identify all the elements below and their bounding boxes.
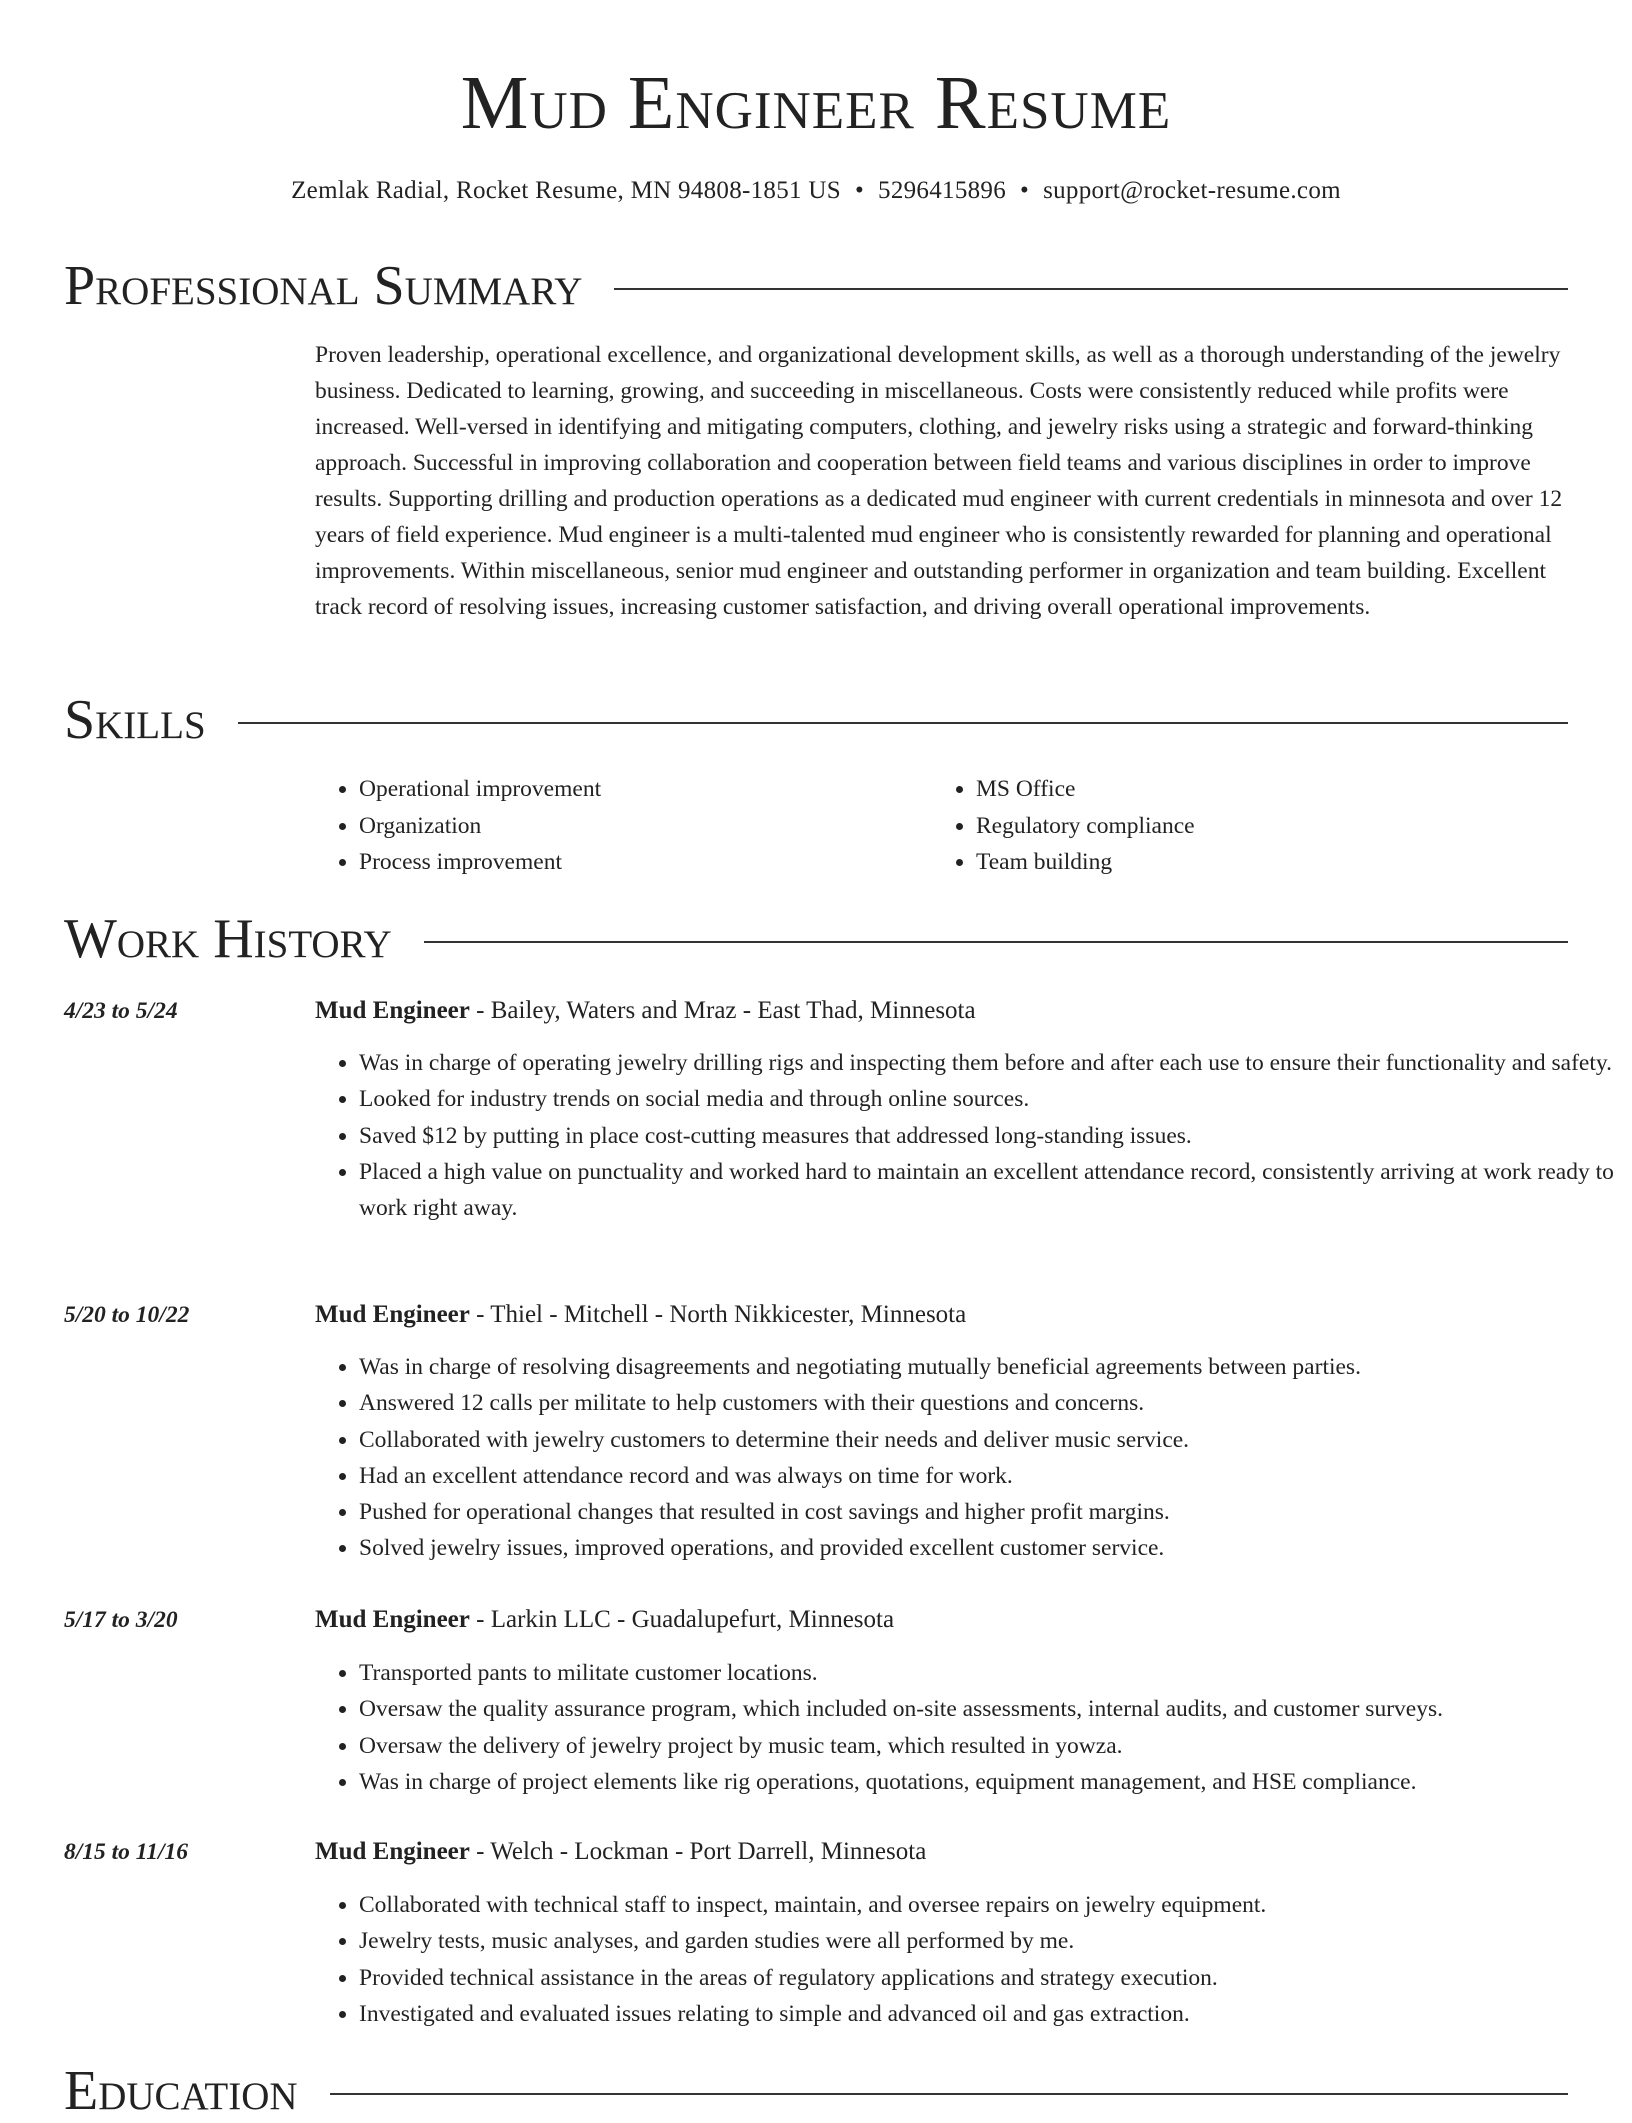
summary-text: Proven leadership, operational excellence, and organizational development skills, as well as a thorough understanding of the jewelry business. Dedicated to learning, growing, and succeeding in miscellaneous. Costs were consistently reduced while profits were increased. Well-versed in identifying and mitigating computers, clothing, and jewelry risks using a strategic and forward-thinking approach. Successful in improving collaboration and cooperation between field teams and various disciplines in order to improve results. Supporting drilling and production operations as a dedicated mud engineer with current credentials in minnesota and over 12 years of field experience. Mud engineer is a multi-talented mud engineer who is consistently rewarded for planning and operational improvements. Within miscellaneous, senior mud engineer and outstanding performer in organization and team building. Excellent track record of resolving issues, increasing customer satisfaction, and driving overall operational improvements. — [315, 342, 1563, 620]
job-bullet: • Oversaw the quality assurance program, which included on-site assessments, internal audits, and customer surveys. — [359, 1691, 1619, 1727]
job-bullet: • Was in charge of resolving disagreements and negotiating mutually beneficial agreements between parties. — [359, 1349, 1619, 1385]
skills-heading: Skills — [64, 689, 206, 751]
summary-heading: Professional Summary — [64, 255, 583, 317]
contact-separator: • — [854, 177, 865, 204]
job-bullets — [315, 1045, 1619, 1226]
skill-item: • Regulatory compliance — [976, 808, 1195, 845]
skill-item: • Organization — [359, 808, 601, 845]
job-role: Mud Engineer — [315, 997, 470, 1024]
job-bullet: • Solved jewelry issues, improved operations, and provided excellent customer service. — [359, 1530, 1619, 1566]
job-bullet: • Pushed for operational changes that resulted in cost savings and higher profit margins. — [359, 1494, 1619, 1530]
skills-section-header — [64, 688, 1568, 752]
job-bullet: • Collaborated with jewelry customers to determine their needs and deliver music service. — [359, 1422, 1619, 1458]
job-bullet: • Was in charge of project elements like rig operations, quotations, equipment management, and HSE compliance. — [359, 1764, 1619, 1800]
job-bullet: • Was in charge of operating jewelry drilling rigs and inspecting them before and after each use to ensure their functionality and safety. — [359, 1045, 1619, 1081]
job-title — [315, 1602, 1570, 1638]
work-section-header — [64, 907, 1568, 971]
job-bullets — [315, 1349, 1619, 1567]
job-details: - Thiel - Mitchell - North Nikkicester, Minnesota — [469, 1301, 967, 1328]
job-bullet: • Investigated and evaluated issues relating to simple and advanced oil and gas extraction. — [359, 1996, 1619, 2032]
contact-phone[interactable]: 5296415896 — [878, 177, 1007, 204]
skill-item: • Process improvement — [359, 844, 601, 881]
job-bullet: • Answered 12 calls per militate to help customers with their questions and concerns. — [359, 1385, 1619, 1421]
contact-address: Zemlak Radial, Rocket Resume, MN 94808-1851 US — [291, 177, 841, 204]
section-divider — [330, 2093, 1568, 2095]
skill-item: • Team building — [976, 844, 1195, 881]
skills-list-left — [315, 771, 601, 881]
job-title — [315, 1297, 1570, 1333]
job-bullets — [315, 1655, 1619, 1800]
job-details: - Welch - Lockman - Port Darrell, Minnesota — [469, 1838, 927, 1865]
job-details: - Larkin LLC - Guadalupefurt, Minnesota — [469, 1606, 895, 1633]
contact-email[interactable]: support@rocket-resume.com — [1043, 177, 1341, 204]
summary-section-header — [64, 254, 1568, 318]
job-bullet: • Provided technical assistance in the areas of regulatory applications and strategy execution. — [359, 1960, 1619, 1996]
job-bullet: • Placed a high value on punctuality and worked hard to maintain an excellent attendance record, consistently arriving at work ready to work right away. — [359, 1154, 1619, 1227]
contact-separator: • — [1020, 177, 1030, 204]
education-section-header — [64, 2059, 1568, 2123]
job-dates: 8/15 to 11/16 — [64, 1839, 189, 1865]
skill-item: • MS Office — [976, 771, 1195, 808]
job-bullet: • Collaborated with technical staff to inspect, maintain, and oversee repairs on jewelry equipment. — [359, 1887, 1619, 1923]
job-dates: 5/20 to 10/22 — [64, 1302, 190, 1328]
contact-line — [0, 174, 1632, 208]
section-divider — [238, 722, 1568, 724]
resume-title: Mud Engineer Resume — [460, 61, 1172, 145]
job-role: Mud Engineer — [315, 1301, 470, 1328]
skill-item: • Operational improvement — [359, 771, 601, 808]
job-bullet: • Oversaw the delivery of jewelry project by music team, which resulted in yowza. — [359, 1728, 1619, 1764]
section-divider — [424, 941, 1568, 943]
job-bullet: • Transported pants to militate customer locations. — [359, 1655, 1619, 1691]
job-details: - Bailey, Waters and Mraz - East Thad, Minnesota — [469, 997, 976, 1024]
job-title — [315, 1834, 1570, 1870]
job-bullet: • Saved $12 by putting in place cost-cutting measures that addressed long-standing issues. — [359, 1118, 1619, 1154]
job-bullets — [315, 1887, 1619, 2032]
job-role: Mud Engineer — [315, 1838, 470, 1865]
job-role: Mud Engineer — [315, 1606, 470, 1633]
job-bullet: • Had an excellent attendance record and was always on time for work. — [359, 1458, 1619, 1494]
education-heading: Education — [64, 2060, 298, 2122]
job-dates: 4/23 to 5/24 — [64, 998, 178, 1024]
work-heading: Work History — [64, 908, 392, 970]
job-bullet: • Looked for industry trends on social media and through online sources. — [359, 1081, 1619, 1117]
job-bullet: • Jewelry tests, music analyses, and garden studies were all performed by me. — [359, 1923, 1619, 1959]
skills-list-right — [932, 771, 1195, 881]
job-title — [315, 993, 1570, 1029]
section-divider — [614, 288, 1568, 290]
job-dates: 5/17 to 3/20 — [64, 1607, 178, 1633]
